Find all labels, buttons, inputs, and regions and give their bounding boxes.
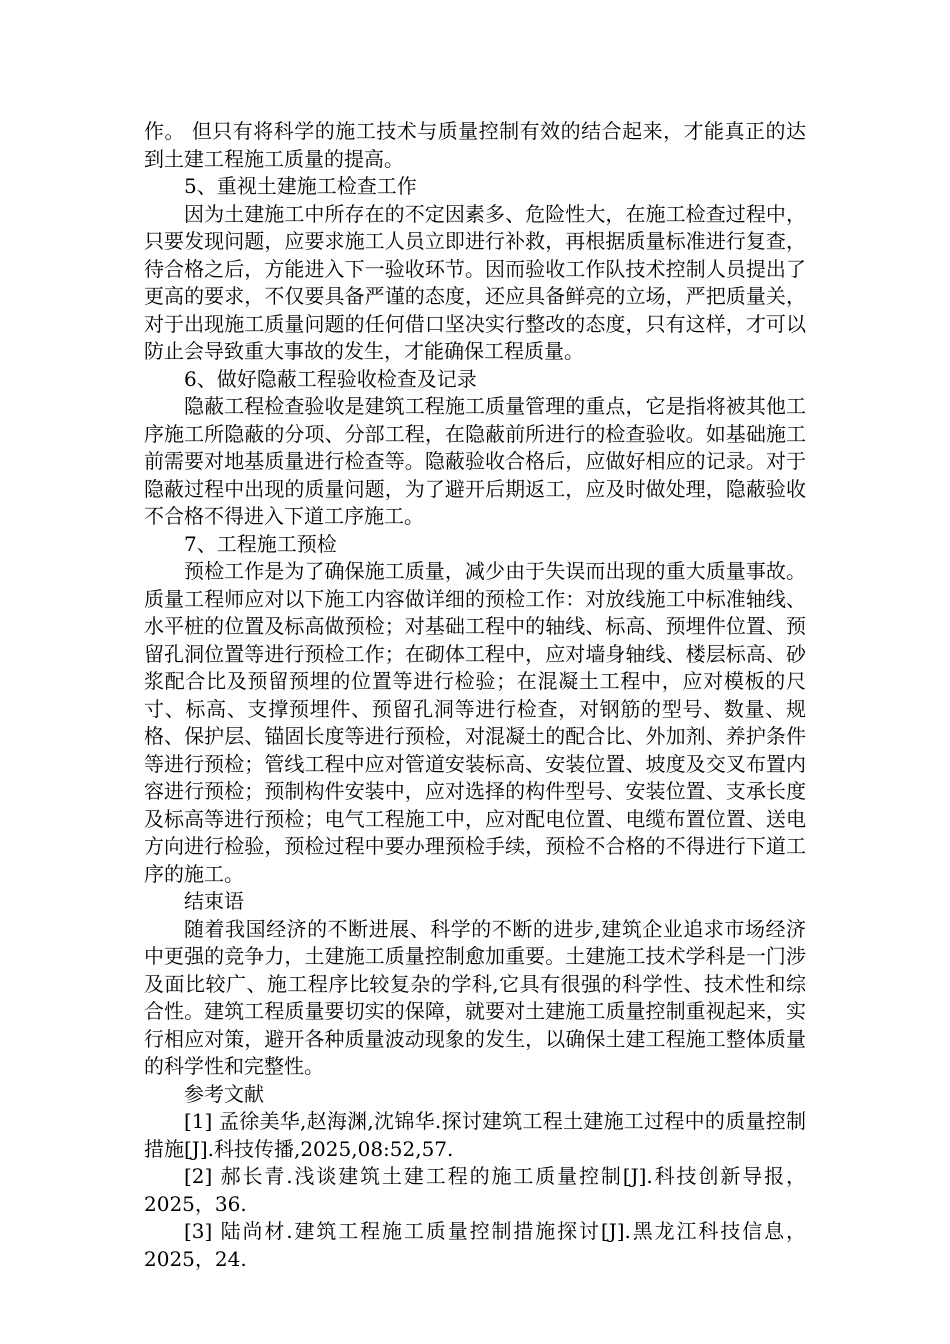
section-paragraph-5: 因为土建施工中所存在的不定因素多、危险性大，在施工检查过程中，只要发现问题，应要求施工人员立即进行补救，再根据质量标准进行复查，待合格之后，方能进入下一验收环节。因而验收工作队技术控制人员提出了更高的要求，不仅要具备严谨的态度，还应具备鲜亮的立场，严把质量关，对于出现施工质量问题的任何借口坚决实行整改的态度，只有这样，才可以防止会导致重大事故的发生，才能确保工程质量。	[144, 201, 806, 363]
conclusion-paragraph: 随着我国经济的不断进展、科学的不断的进步,建筑企业追求市场经济中更强的竞争力，土建施工质量控制愈加重要。土建施工技术学科是一门涉及面比较广、施工程序比较复杂的学科,它具有很强的科学性、技术性和综合性。建筑工程质量要切实的保障，就要对土建施工质量控制重视起来，实行相应对策，避开各种质量波动现象的发生，以确保土建工程施工整体质量的科学性和完整性。	[144, 916, 806, 1078]
section-heading-5: 5、重视土建施工检查工作	[184, 174, 417, 198]
section-paragraph-7: 预检工作是为了确保施工质量，减少由于失误而出现的重大质量事故。质量工程师应对以下施工内容做详细的预检工作：对放线施工中标准轴线、水平桩的位置及标高做预检；对基础工程中的轴线、标高、预埋件位置、预留孔洞位置等进行预检工作；在砌体工程中，应对墙身轴线、楼层标高、砂浆配合比及预留预埋的位置等进行检验；在混凝土工程中，应对模板的尺寸、标高、支撑预埋件、预留孔洞等进行检查，对钢筋的型号、数量、规格、保护层、锚固长度等进行预检，对混凝土的配合比、外加剂、养护条件等进行预检；管线工程中应对管道安装标高、安装位置、坡度及交叉布置内容进行预检；预制构件安装中，应对选择的构件型号、安装位置、支承长度及标高等进行预检；电气工程施工中，应对配电位置、电缆布置位置、送电方向进行检验，预检过程中要办理预检手续，预检不合格的不得进行下道工序的施工。	[144, 559, 806, 886]
reference-item: [1] 孟徐美华,赵海渊,沈锦华.探讨建筑工程土建施工过程中的质量控制措施[J].科技传播,2025,08:52,57.	[144, 1109, 806, 1161]
reference-item: [2] 郝长青.浅谈建筑土建工程的施工质量控制[J].科技创新导报，2025，36.	[144, 1164, 806, 1216]
document-body	[144, 118, 806, 1273]
conclusion-heading: 结束语	[184, 889, 244, 913]
continuation-paragraph: 作。 但只有将科学的施工技术与质量控制有效的结合起来，才能真正的达到土建工程施工质量的提高。	[144, 119, 806, 171]
section-heading-6: 6、做好隐蔽工程验收检查及记录	[184, 366, 477, 391]
references-heading: 参考文献	[184, 1081, 264, 1106]
section-paragraph-6: 隐蔽工程检查验收是建筑工程施工质量管理的重点，它是指将被其他工序施工所隐蔽的分项、分部工程，在隐蔽前所进行的检查验收。如基础施工前需要对地基质量进行检查等。隐蔽验收合格后，应做好相应的记录。对于隐蔽过程中出现的质量问题，为了避开后期返工，应及时做处理，隐蔽验收不合格不得进入下道工序施工。	[144, 394, 806, 528]
reference-item: [3] 陆尚材.建筑工程施工质量控制措施探讨[J].黑龙江科技信息，2025，24.	[144, 1219, 806, 1271]
section-heading-7: 7、工程施工预检	[184, 531, 337, 556]
